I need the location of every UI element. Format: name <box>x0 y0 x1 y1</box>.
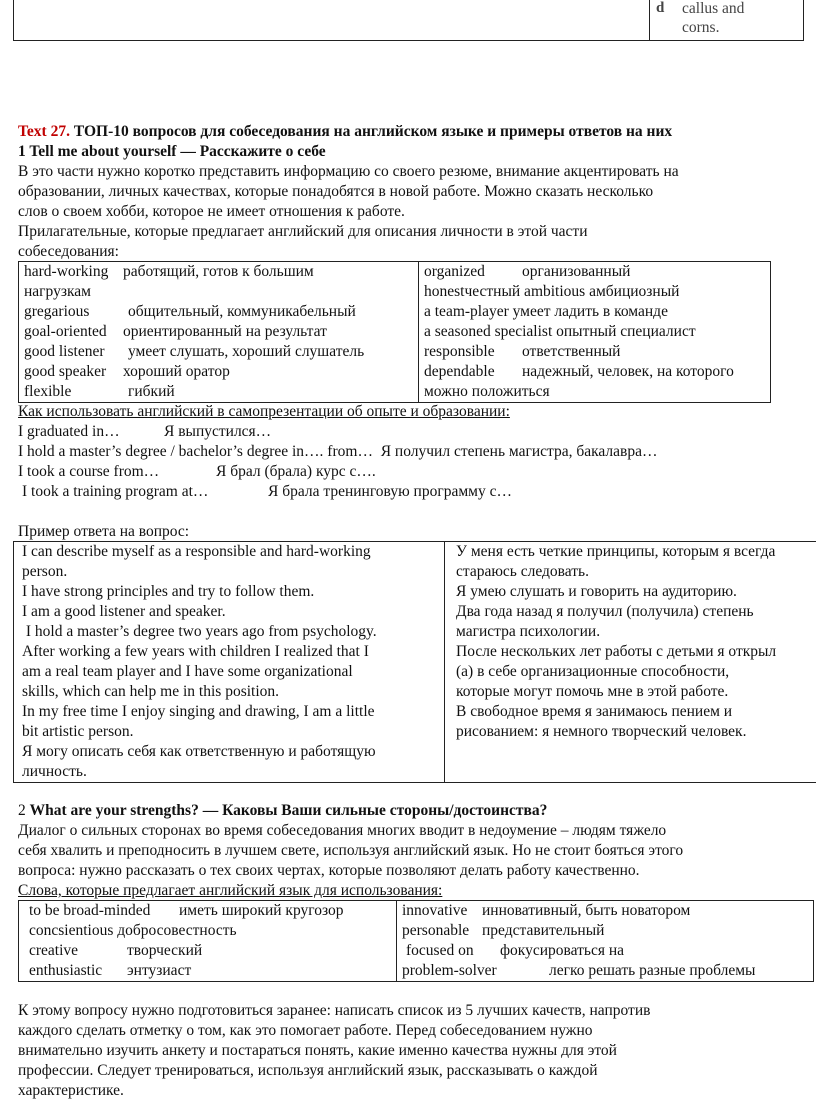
example-line: Два года назад я получил (получила) степень <box>456 603 754 620</box>
adjective-ru: умеет слушать, хороший слушатель <box>128 343 365 360</box>
word-ru: представительный <box>482 922 605 939</box>
adjective-en: good speaker <box>24 363 107 380</box>
adjective-row <box>424 282 766 302</box>
paragraph-line: себя хвалить и преподносить в лучшем свете, используя английский язык. Но не стоит бояться этого <box>18 842 684 859</box>
adjective-ru: общительный, коммуникабельный <box>128 303 356 320</box>
paragraph-line: слов о своем хобби, которое не имеет отношения к работе. <box>18 203 405 220</box>
adjective-en: нагрузкам <box>24 283 91 300</box>
question-2-title <box>18 801 547 821</box>
adjective-ru: организованный <box>522 263 631 280</box>
paragraph-line: характеристике. <box>18 1082 124 1099</box>
adjective-row <box>24 322 414 342</box>
question-title: What are your strengths? — Каковы Ваши сильные стороны/достоинства? <box>29 802 548 819</box>
heading-title: ТОП-10 вопросов для собеседования на английском языке и примеры ответов на них <box>73 123 673 140</box>
example-line: магистра психологии. <box>456 623 601 640</box>
words-title: Слова, которые предлагает английский язык для использования: <box>18 882 443 899</box>
top-table-letter: d <box>656 0 665 16</box>
top-table-text-2: corns. <box>682 19 720 36</box>
top-table <box>13 0 804 41</box>
adjective-row <box>424 362 766 382</box>
word-ru: творческий <box>127 942 203 959</box>
adjective-row <box>24 262 414 282</box>
adjective-en: gregarious <box>24 303 90 320</box>
usage-ru: Я брала тренинговую программу с… <box>268 483 512 500</box>
example-line: которые могут помочь мне в этой работе. <box>456 683 729 700</box>
word-en: creative <box>29 942 79 959</box>
adjective-ru: работящий, готов к большим <box>123 263 314 280</box>
adjective-en: good listener <box>24 343 105 360</box>
paragraph-line: собеседования: <box>18 243 119 260</box>
adjective-en: responsible <box>424 343 495 360</box>
adjective-row <box>424 322 766 342</box>
adjective-row <box>24 302 414 322</box>
adjective-en: a seasoned specialist <box>424 323 553 340</box>
word-row <box>402 901 809 921</box>
adjective-en: a team-player <box>424 303 509 320</box>
adjective-ru: ответственный <box>522 343 621 360</box>
example-line: (а) в себе организационные способности, <box>456 663 730 680</box>
adjectives-left-cell <box>19 262 419 403</box>
paragraph-line: вопроса: нужно рассказать о тех своих чертах, которые позволяют делать работу качественно. <box>18 862 640 879</box>
word-en: innovative <box>402 902 468 919</box>
example-line: I have strong principles and try to follow them. <box>22 583 315 600</box>
usage-row <box>18 462 376 482</box>
word-ru: инновативный, быть новатором <box>482 902 691 919</box>
adjectives-table <box>18 261 771 403</box>
page-heading <box>18 122 672 142</box>
paragraph-line: К этому вопросу нужно подготовиться заранее: написать список из 5 лучших качеств, напротив <box>18 1002 651 1019</box>
strengths-right-cell <box>397 901 814 982</box>
adjective-ru: честный ambitious амбициозный <box>464 283 680 300</box>
strengths-words-table <box>18 900 814 982</box>
example-line: У меня есть четкие принципы, которым я всегда <box>456 543 776 560</box>
adjective-row <box>24 362 414 382</box>
example-line: В свободное время я занимаюсь пением и <box>456 703 733 720</box>
adjective-row <box>424 262 766 282</box>
adjective-row <box>24 382 414 402</box>
example-line: In my free time I enjoy singing and drawing, I am a little <box>22 703 375 720</box>
paragraph-line: каждого сделать отметку о том, как это помогает работе. Перед собеседованием нужно <box>18 1022 593 1039</box>
usage-ru: Я брал (брала) курс с…. <box>216 463 376 480</box>
example-line: рисованием: я немного творческий человек. <box>456 723 747 740</box>
example-line: После нескольких лет работы с детьми я открыл <box>456 643 777 660</box>
example-line: Я умею слушать и говорить на аудиторию. <box>456 583 737 600</box>
example-line: person. <box>22 563 68 580</box>
example-line: After working a few years with children I realized that I <box>22 643 369 660</box>
usage-en: I took a training program at… <box>22 483 209 500</box>
word-en: concsientious <box>29 922 114 939</box>
example-line: личность. <box>22 763 87 780</box>
paragraph-line: В это части нужно коротко представить информацию со своего резюме, внимание акцентировать на <box>18 163 679 180</box>
word-row <box>29 901 392 921</box>
paragraph-line: Прилагательные, которые предлагает английский для описания личности в этой части <box>18 223 588 240</box>
adjective-en: hard-working <box>24 263 109 280</box>
adjective-ru: умеет ладить в команде <box>512 303 668 320</box>
strengths-left-cell <box>19 901 397 982</box>
usage-en: I took a course from… <box>18 463 160 480</box>
paragraph-line: профессии. Следует тренироваться, используя английский язык, рассказывать о каждой <box>18 1062 598 1079</box>
adjective-ru: хороший оратор <box>123 363 230 380</box>
usage-row <box>18 422 271 442</box>
adjective-en: honest <box>424 283 465 300</box>
adjective-en: flexible <box>24 383 72 400</box>
word-row <box>29 921 392 941</box>
usage-ru: Я выпустился… <box>164 423 272 440</box>
word-ru: фокусироваться на <box>500 942 625 959</box>
word-en: personable <box>402 922 470 939</box>
word-row <box>29 941 392 961</box>
adjective-en: goal-oriented <box>24 323 107 340</box>
usage-title: Как использовать английский в самопрезентации об опыте и образовании: <box>18 403 510 420</box>
adjective-row <box>424 342 766 362</box>
top-table-text-1: callus and <box>682 0 745 17</box>
example-line: bit artistic person. <box>22 723 134 740</box>
paragraph-line: Диалог о сильных сторонах во время собеседования многих вводит в недоумение – людям тяжело <box>18 822 667 839</box>
adjective-ru: опытный специалист <box>556 323 696 340</box>
word-row <box>29 961 392 981</box>
word-en: to be broad-minded <box>29 902 151 919</box>
word-ru: иметь широкий кругозор <box>179 902 344 919</box>
example-line: Я могу описать себя как ответственную и работящую <box>22 743 376 760</box>
example-line: I can describe myself as a responsible and hard-working <box>22 543 371 560</box>
adjective-row <box>424 302 766 322</box>
top-table-divider <box>649 0 650 40</box>
example-line: skills, which can help me in this position. <box>22 683 280 700</box>
adjective-en: organized <box>424 263 485 280</box>
word-row <box>402 921 809 941</box>
usage-row <box>22 482 512 502</box>
adjective-ru: надежный, человек, на которого <box>522 363 734 380</box>
adjective-ru: ориентированный на результат <box>123 323 327 340</box>
text-number-label: Text 27. <box>18 123 70 140</box>
adjective-ru: гибкий <box>128 383 175 400</box>
adjective-row <box>24 342 414 362</box>
adjective-en: можно положиться <box>424 383 550 400</box>
word-ru: энтузиаст <box>127 962 192 979</box>
example-answer-table <box>13 541 816 783</box>
example-answer-english <box>14 542 445 783</box>
example-line: стараюсь следовать. <box>456 563 589 580</box>
word-row <box>402 941 809 961</box>
word-en: focused on <box>406 942 474 959</box>
adjectives-right-cell <box>419 262 771 403</box>
word-ru: легко решать разные проблемы <box>549 962 756 979</box>
paragraph-line: образовании, личных качествах, которые понадобятся в новой работе. Можно сказать несколько <box>18 183 654 200</box>
usage-en: I hold a master’s degree / bachelor’s degree in…. from… <box>18 443 373 460</box>
usage-row <box>18 442 658 462</box>
adjective-en: dependable <box>424 363 495 380</box>
question-1-title: 1 Tell me about yourself — Расскажите о себе <box>18 143 326 160</box>
paragraph-line: внимательно изучить анкету и постараться понять, какие именно качества нужны для этой <box>18 1042 617 1059</box>
example-line: am a real team player and I have some organizational <box>22 663 353 680</box>
example-line: I am a good listener and speaker. <box>22 603 226 620</box>
word-en: problem-solver <box>402 962 497 979</box>
example-line: I hold a master’s degree two years ago from psychology. <box>22 623 377 640</box>
usage-ru: Я получил степень магистра, бакалавра… <box>380 443 658 460</box>
adjective-row <box>24 282 414 302</box>
adjective-row <box>424 382 766 402</box>
word-en: enthusiastic <box>29 962 103 979</box>
word-row <box>402 961 809 981</box>
usage-en: I graduated in… <box>18 423 120 440</box>
question-number: 2 <box>18 802 26 819</box>
example-answer-russian <box>445 542 816 783</box>
example-title: Пример ответа на вопрос: <box>18 523 190 540</box>
word-ru: добросовестность <box>117 922 237 939</box>
